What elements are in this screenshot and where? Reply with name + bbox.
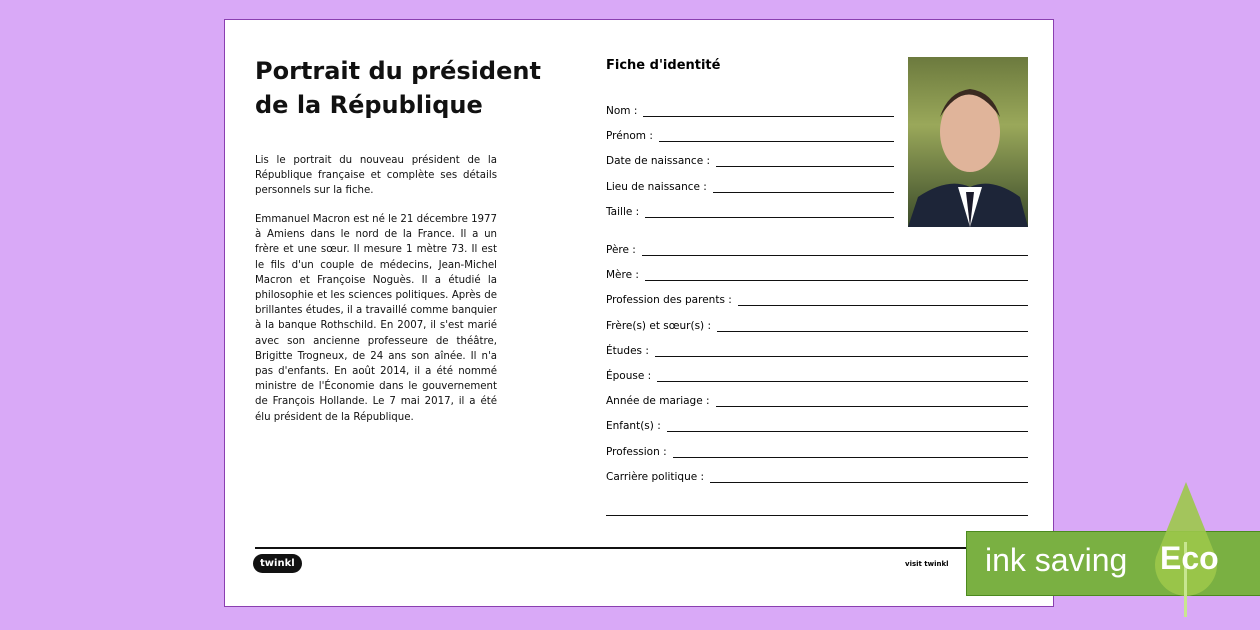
field-row[interactable] — [606, 469, 1028, 483]
field-line[interactable] — [673, 447, 1028, 458]
field-row[interactable] — [606, 444, 1028, 458]
field-label: Date de naissance : — [606, 155, 711, 168]
field-row[interactable] — [606, 393, 1028, 407]
visit-link[interactable]: visit twinkl — [905, 560, 949, 568]
fiche-title: Fiche d'identité — [606, 58, 721, 73]
field-label: Prénom : — [606, 130, 653, 143]
worksheet-page — [224, 19, 1054, 607]
field-label: Père : — [606, 244, 636, 256]
field-row[interactable] — [606, 179, 894, 193]
field-label: Taille : — [606, 205, 640, 218]
field-line[interactable] — [738, 295, 1028, 306]
field-line[interactable] — [657, 371, 1028, 382]
field-line[interactable] — [716, 396, 1028, 407]
field-row[interactable] — [606, 103, 894, 117]
president-photo — [908, 57, 1028, 227]
field-row[interactable] — [606, 318, 1028, 332]
field-line[interactable] — [655, 346, 1028, 357]
field-line[interactable] — [717, 321, 1028, 332]
field-line[interactable] — [642, 245, 1028, 256]
portrait-text: Emmanuel Macron est né le 21 décembre 1977 à Amiens dans le nord de la France. Il a un frère et une sœur. Il mesure 1 mètre 73. Il est le fils d'un couple de médecins, Jean-Michel Macron et Françoise Noguès. Il a étudié la philosophie et les sciences politiques. Après de brillantes études, il a travaillé comme banquier à la banque Rothschild. En 2007, il s'est marié avec son ancienne professeure de théâtre, Brigitte Trogneux, de 24 ans son aînée. Il n'a pas d'enfants. En août 2014, il a été nommé ministre de l'Économie dans le gouvernement de François Hollande. Le 7 mai 2017, il a été élu président de la République. — [255, 214, 498, 423]
field-line[interactable] — [645, 207, 894, 218]
field-row[interactable] — [606, 128, 894, 142]
twinkl-logo: twinkl — [253, 554, 302, 573]
field-row[interactable] — [606, 242, 1028, 256]
field-label: Frère(s) et sœur(s) : — [606, 319, 712, 332]
ink-saving-text: ink saving — [985, 542, 1128, 578]
field-line[interactable] — [667, 421, 1028, 432]
page-title: Portrait du président de la République — [255, 57, 541, 119]
field-label: Études : — [606, 344, 649, 357]
field-line[interactable] — [643, 106, 894, 117]
field-row[interactable] — [606, 343, 1028, 357]
field-label: Carrière politique : — [606, 470, 705, 483]
field-line[interactable] — [710, 472, 1028, 483]
field-label: Nom : — [606, 105, 638, 117]
field-label: Enfant(s) : — [606, 420, 661, 433]
field-line[interactable] — [606, 505, 1028, 516]
field-row[interactable] — [606, 153, 894, 167]
field-row[interactable] — [606, 204, 894, 218]
field-label: Mère : — [606, 269, 639, 282]
field-row[interactable] — [606, 267, 1028, 281]
intro-text: Lis le portrait du nouveau président de la République française et complète ses détails personnels sur la fiche. — [255, 155, 497, 197]
field-row[interactable] — [606, 368, 1028, 382]
field-row[interactable] — [606, 418, 1028, 432]
field-label: Profession des parents : — [606, 294, 732, 307]
field-label: Profession : — [606, 445, 667, 458]
field-line[interactable] — [659, 131, 894, 142]
field-row[interactable] — [606, 292, 1028, 306]
eco-label: Eco — [1160, 540, 1219, 576]
field-line[interactable] — [716, 156, 894, 167]
field-label: Épouse : — [606, 370, 652, 382]
field-line[interactable] — [645, 270, 1028, 281]
field-line[interactable] — [713, 182, 894, 193]
footer-divider — [255, 547, 1027, 549]
field-label: Lieu de naissance : — [606, 180, 707, 193]
blank-line[interactable] — [606, 502, 1028, 516]
field-label: Année de mariage : — [606, 395, 710, 408]
